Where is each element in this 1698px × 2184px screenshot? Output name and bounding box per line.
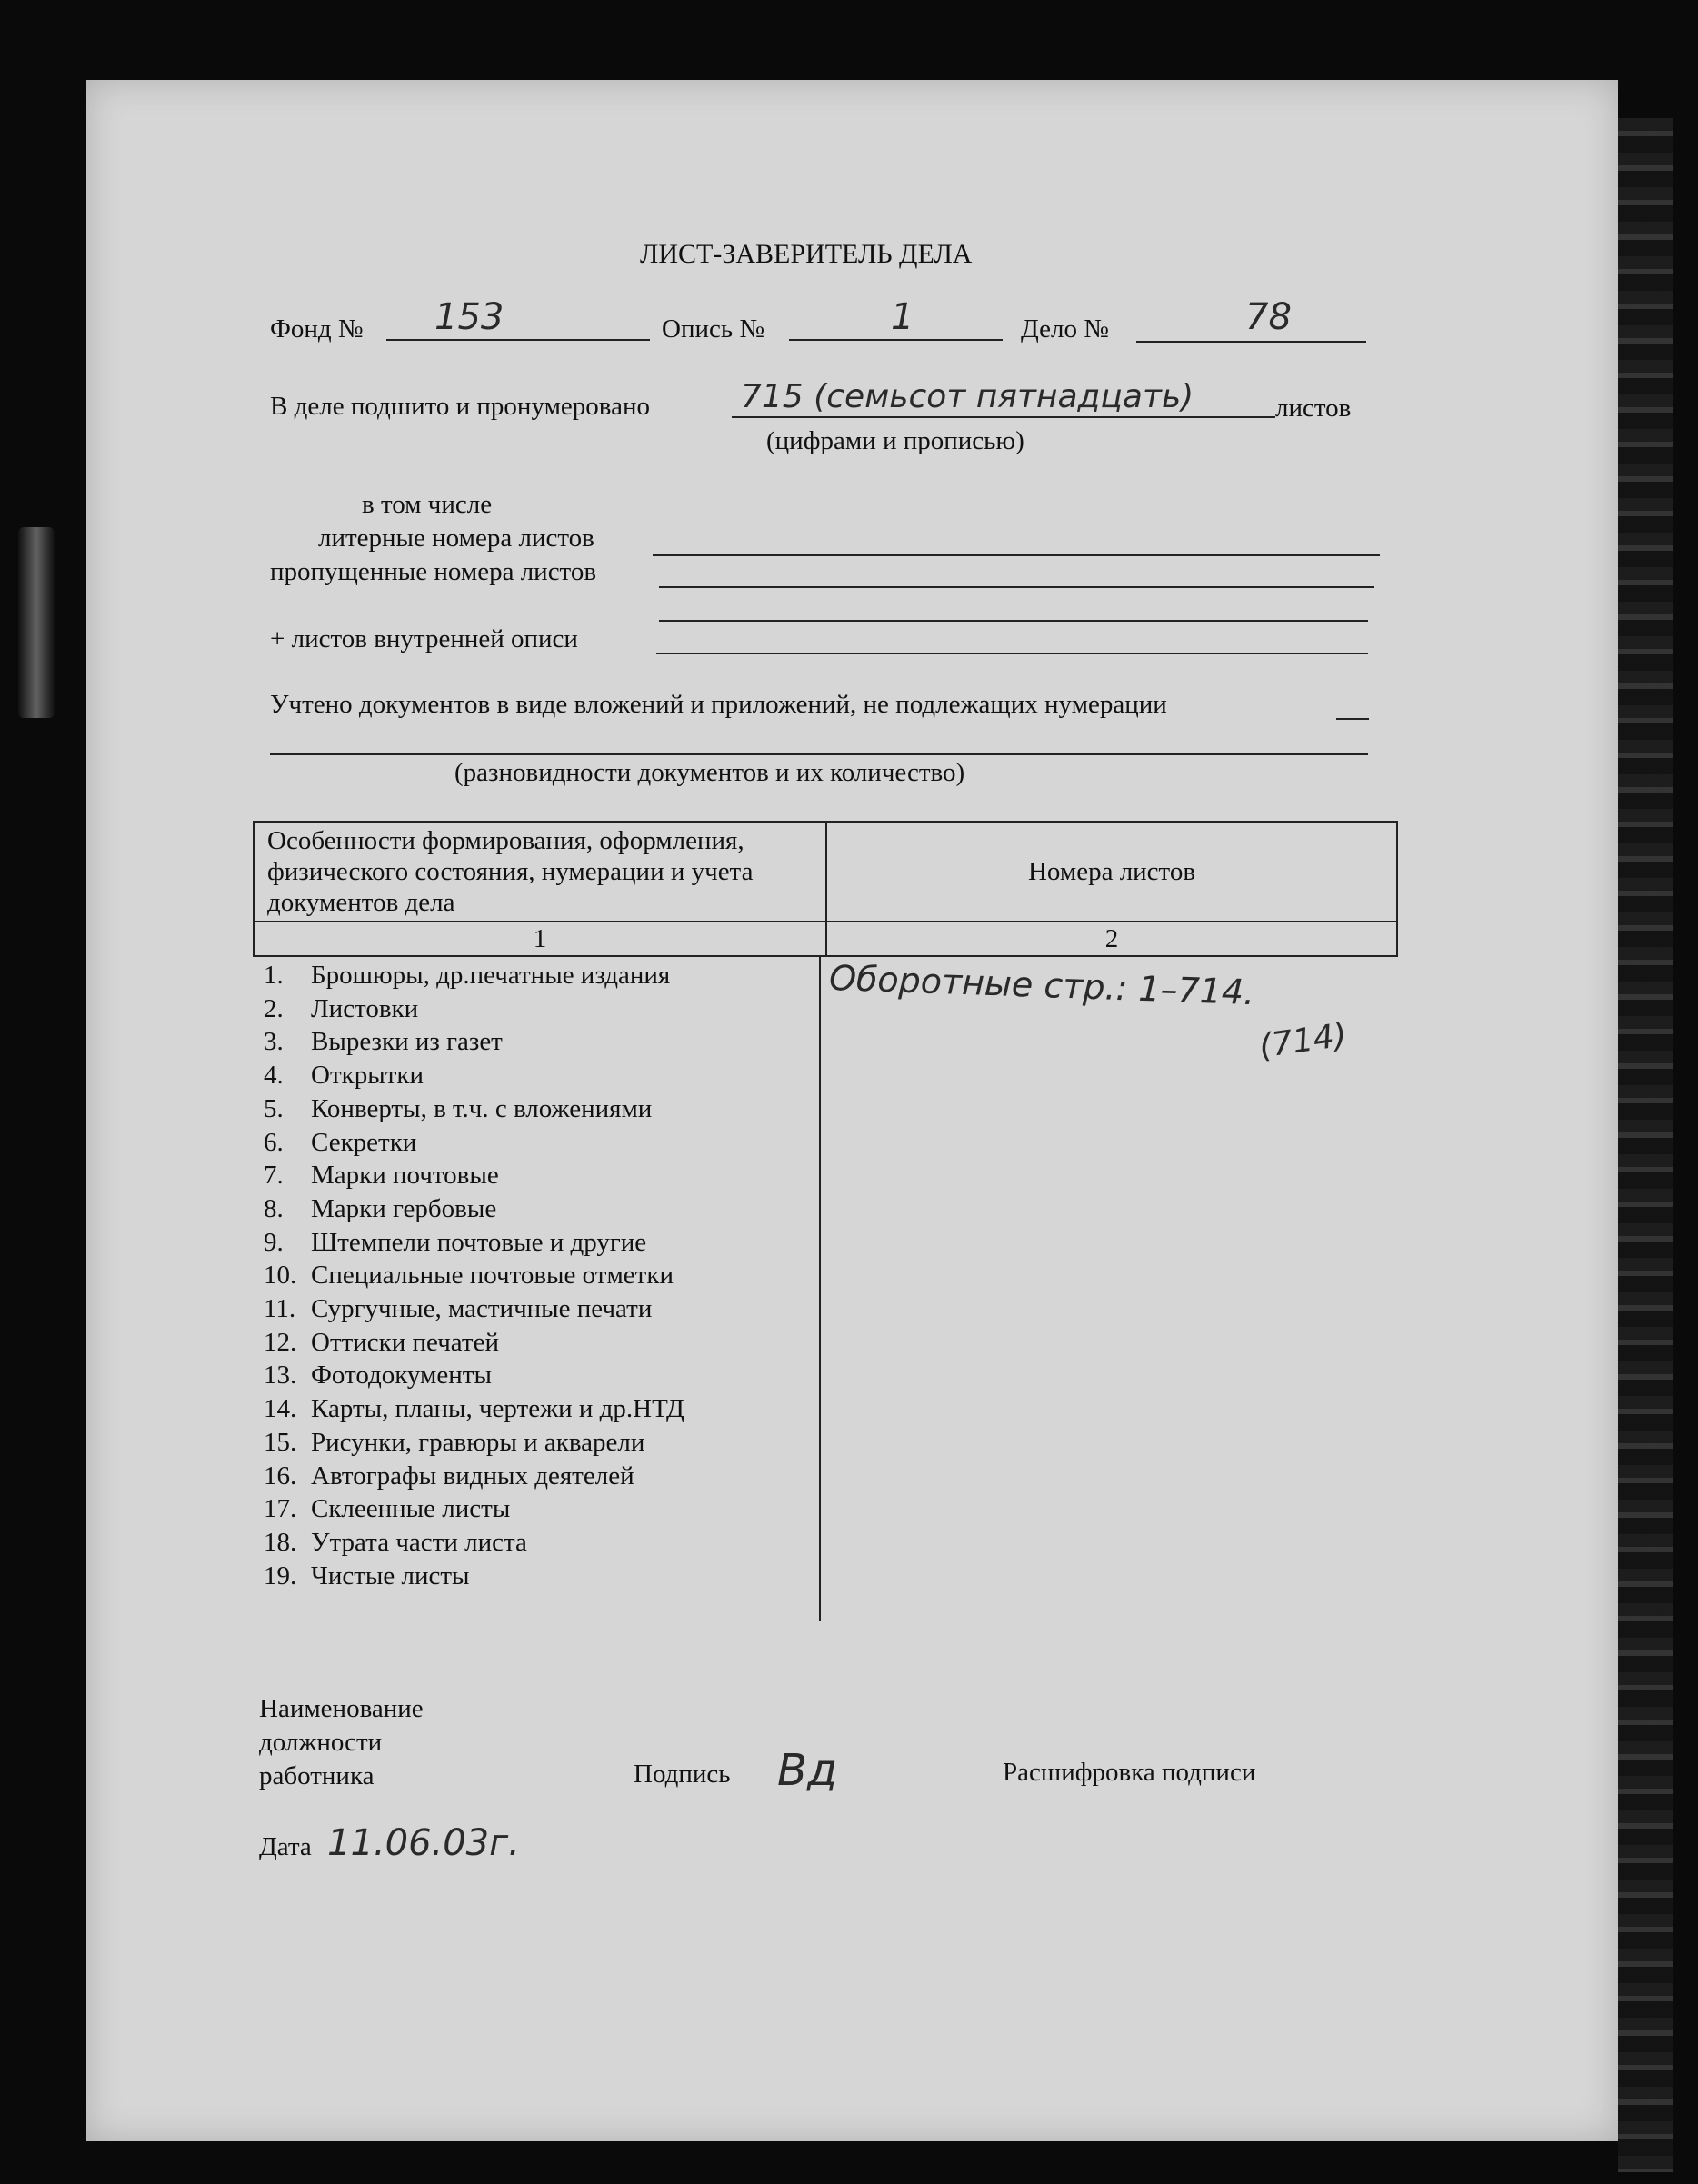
internal-inventory-label: + листов внутренней описи: [270, 624, 578, 653]
list-item: 7. Марки почтовые: [264, 1161, 499, 1191]
list-item: 2. Листовки: [264, 993, 419, 1023]
fond-value: 153: [434, 296, 504, 338]
sheets-hint: (цифрами и прописью): [766, 426, 1024, 455]
attachments-line: [1336, 718, 1369, 720]
opis-value: 1: [891, 296, 914, 338]
list-item: 3. Вырезки из газет: [264, 1027, 503, 1057]
delo-underline: [1136, 341, 1366, 343]
folder-edge: [1618, 118, 1673, 2172]
list-item: 11. Сургучные, мастичные печати: [264, 1294, 653, 1324]
handwritten-note-total: (714): [1256, 1016, 1350, 1066]
sheets-prefix: В деле подшито и пронумеровано: [270, 392, 650, 421]
delo-label: Дело №: [1021, 314, 1109, 344]
list-item: 10. Специальные почтовые отметки: [264, 1261, 674, 1291]
letter-numbers-label: литерные номера листов: [318, 524, 594, 553]
list-item: 4. Открытки: [264, 1061, 424, 1091]
list-item: 1. Брошюры, др.печатные издания: [264, 961, 671, 990]
attachments-text: Учтено документов в виде вложений и приложений, не подлежащих нумерации: [270, 690, 1167, 719]
including-label: в том числе: [362, 490, 493, 519]
fond-label: Фонд №: [270, 314, 364, 344]
handwritten-note-pages: Оборотные стр.: 1–714.: [828, 957, 1255, 1013]
list-item: 6. Секретки: [264, 1127, 417, 1157]
missing-numbers-line: [659, 586, 1374, 588]
index-col2: 2: [826, 922, 1397, 956]
list-item: 9. Штемпели почтовые и другие: [264, 1227, 647, 1257]
missing-numbers-label: пропущенные номера листов: [270, 557, 597, 586]
attachments-line-2: [270, 753, 1368, 755]
missing-numbers-line-2: [659, 620, 1368, 622]
delo-value: 78: [1245, 296, 1292, 338]
header-col2: Номера листов: [826, 822, 1397, 922]
table-column-divider: [819, 957, 821, 1621]
index-col1: 1: [254, 922, 826, 956]
date-label: Дата: [259, 1832, 312, 1861]
signature-value: Вд: [777, 1745, 838, 1796]
header-col1: Особенности формирования, оформления, физического состояния, нумерации и учета документов дела: [254, 822, 826, 922]
list-item: 13. Фотодокументы: [264, 1361, 492, 1391]
list-item: 16. Автографы видных деятелей: [264, 1461, 634, 1491]
internal-inventory-line: [656, 653, 1368, 654]
signature-decode-label: Расшифровка подписи: [1003, 1758, 1256, 1787]
position-label-2: должности: [259, 1728, 383, 1757]
list-item: 8. Марки гербовые: [264, 1193, 497, 1223]
list-item: 12. Оттиски печатей: [264, 1327, 499, 1357]
signature-label: Подпись: [634, 1760, 731, 1789]
list-item: 17. Склеенные листы: [264, 1494, 511, 1524]
binding-mark: [18, 527, 55, 718]
sheets-underline: [732, 416, 1275, 418]
features-list: [264, 959, 684, 1592]
list-item: 15. Рисунки, гравюры и акварели: [264, 1427, 645, 1457]
document-title: ЛИСТ-ЗАВЕРИТЕЛЬ ДЕЛА: [640, 239, 973, 269]
date-value: 11.06.03г.: [327, 1822, 520, 1864]
attachments-hint: (разновидности документов и их количество): [454, 758, 965, 787]
sheets-suffix: листов: [1275, 394, 1352, 423]
position-label-1: Наименование: [259, 1694, 424, 1723]
letter-numbers-line: [653, 554, 1380, 556]
list-item: 18. Утрата части листа: [264, 1527, 527, 1557]
list-item: 14. Карты, планы, чертежи и др.НТД: [264, 1394, 684, 1424]
sheets-value: 715 (семьсот пятнадцать): [741, 378, 1194, 415]
features-table: [253, 821, 1398, 957]
position-label-3: работника: [259, 1761, 375, 1790]
list-item: 5. Конверты, в т.ч. с вложениями: [264, 1093, 653, 1123]
list-item: 19. Чистые листы: [264, 1561, 470, 1591]
opis-underline: [789, 339, 1003, 341]
opis-label: Опись №: [662, 314, 764, 344]
fond-underline: [386, 339, 650, 341]
